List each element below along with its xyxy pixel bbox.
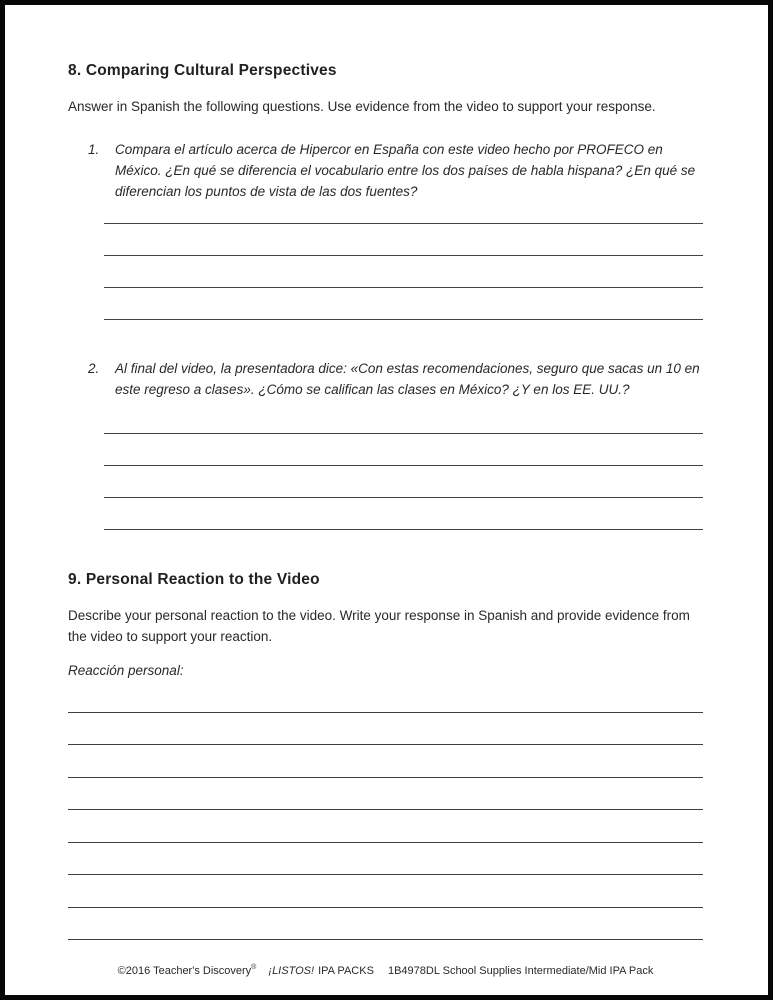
pack-info: 1B4978DL School Supplies Intermediate/Mid IPA Pack [387, 965, 654, 977]
question-1-number: 1. [88, 142, 100, 157]
answer-line [68, 810, 703, 843]
answer-line [68, 713, 703, 746]
answer-line [104, 466, 703, 498]
page-content [5, 61, 768, 1000]
answer-line [68, 745, 703, 778]
answer-line [68, 908, 703, 941]
answer-line [68, 680, 703, 713]
answer-line [104, 256, 703, 288]
question-1-text: Compara el artículo acerca de Hipercor en España con este video hecho por PROFECO en México. ¿En qué se diferencia el vocabulario entre los dos países de habla hispana? ¿En qué se diferencian los puntos de vista de las dos fuentes? [115, 142, 696, 199]
series-title: ¡LISTOS! [268, 965, 315, 977]
section-9-instructions: Describe your personal reaction to the video. Write your response in Spanish and provide evidence from the video to support your reaction. [68, 608, 690, 644]
answer-line [68, 875, 703, 908]
question-2-text: Al final del video, la presentadora dice: «Con estas recomendaciones, seguro que sacas un 10 en este regreso a clases». ¿Cómo se califican las clases en México? ¿Y en los EE. UU.? [115, 361, 700, 397]
section-9-answer-lines [68, 680, 703, 940]
section-9-heading: 9. Personal Reaction to the Video [68, 571, 320, 588]
answer-line [104, 288, 703, 320]
question-1 [68, 139, 703, 202]
question-2-number: 2. [88, 361, 100, 376]
section-8-heading: 8. Comparing Cultural Perspectives [68, 62, 337, 79]
answer-line [104, 434, 703, 466]
question-2-answer-lines [104, 402, 703, 530]
answer-line [68, 843, 703, 876]
copyright-text: ©2016 Teacher's Discovery [117, 965, 252, 977]
answer-line [104, 498, 703, 530]
answer-line [104, 224, 703, 256]
page-footer: ©2016 Teacher's Discovery® ¡LISTOS! IPA PACKS 1B4978DL School Supplies Intermediate/Mid IPA Pack [117, 964, 654, 977]
series-suffix: IPA PACKS [318, 965, 374, 977]
section-8-instructions: Answer in Spanish the following questions. Use evidence from the video to support your response. [68, 99, 656, 114]
question-1-answer-lines [104, 192, 703, 320]
personal-reaction-label: Reacción personal: [68, 663, 184, 678]
answer-line [104, 402, 703, 434]
question-2 [68, 358, 703, 400]
answer-line [68, 778, 703, 811]
